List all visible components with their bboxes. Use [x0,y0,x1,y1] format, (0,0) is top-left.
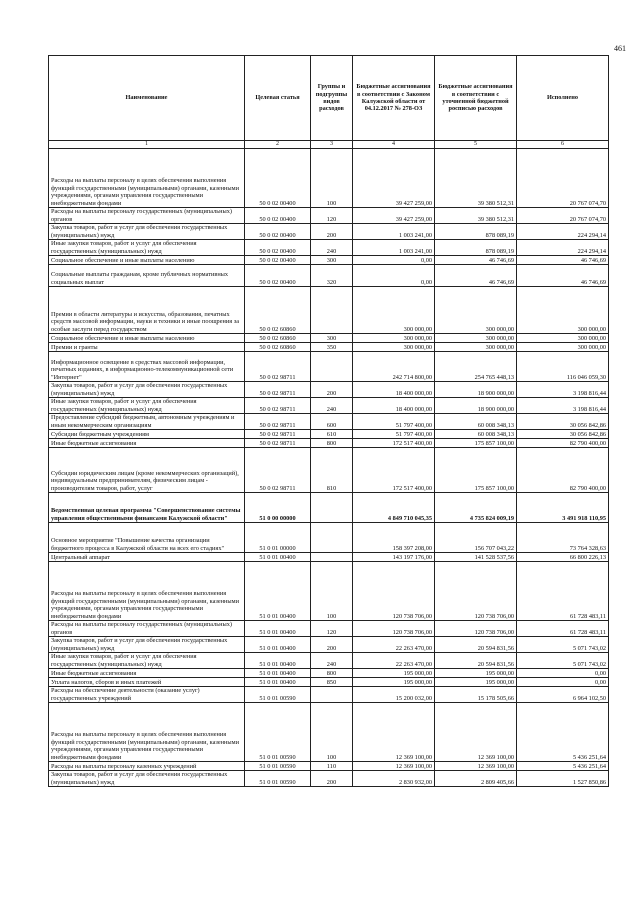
table-row [49,256,609,265]
row-executed: 224 294,14 [517,224,609,240]
row-target-article: 50 0 02 98711 [245,430,311,439]
row-law-allocation: 300 000,00 [353,343,435,352]
row-law-allocation: 4 849 710 045,35 [353,493,435,523]
row-law-allocation: 51 797 400,00 [353,414,435,430]
row-refined-allocation: 878 089,19 [435,224,517,240]
row-refined-allocation: 20 594 831,56 [435,653,517,669]
table-row [49,208,609,224]
row-refined-allocation: 156 707 043,22 [435,523,517,553]
row-name: Социальные выплаты гражданам, кроме публичных нормативных социальных выплат [49,265,245,287]
row-name: Предоставление субсидий бюджетным, автономным учреждениям и иным некоммерческим организациям [49,414,245,430]
row-law-allocation: 1 003 241,00 [353,224,435,240]
row-expense-group: 240 [311,653,353,669]
header-expense-group: Группы и подгруппы видов расходов [311,56,353,141]
row-name: Иные бюджетные ассигнования [49,669,245,678]
row-law-allocation: 22 263 470,00 [353,653,435,669]
row-name: Уплата налогов, сборов и иных платежей [49,678,245,687]
row-target-article: 51 0 01 00590 [245,687,311,703]
row-expense-group [311,352,353,382]
row-law-allocation: 1 003 241,00 [353,240,435,256]
row-expense-group: 600 [311,414,353,430]
row-target-article: 50 0 02 00400 [245,265,311,287]
table-row [49,771,609,787]
row-expense-group: 100 [311,703,353,762]
row-executed: 61 728 483,11 [517,621,609,637]
row-target-article: 51 0 01 00400 [245,653,311,669]
row-target-article: 50 0 02 60860 [245,334,311,343]
row-executed: 5 436 251,64 [517,703,609,762]
row-name: Информационное освещение в средствах массовой информации, печатных изданиях, в информационно-телекоммуникационной сети "Интернет" [49,352,245,382]
row-executed: 300 000,00 [517,287,609,334]
table-row [49,637,609,653]
table-row [49,493,609,523]
row-refined-allocation: 46 746,69 [435,265,517,287]
table-row [49,430,609,439]
table-row [49,439,609,448]
row-target-article: 51 0 01 00400 [245,562,311,621]
row-expense-group [311,687,353,703]
row-target-article: 50 0 02 98711 [245,439,311,448]
row-expense-group: 200 [311,382,353,398]
row-name: Расходы на выплаты персоналу казенных учреждений [49,762,245,771]
row-name: Социальное обеспечение и иные выплаты населению [49,334,245,343]
row-target-article: 51 0 01 00400 [245,678,311,687]
row-executed: 3 491 918 110,95 [517,493,609,523]
header-row [49,56,609,141]
row-refined-allocation: 120 738 706,00 [435,621,517,637]
row-target-article: 51 0 01 00400 [245,669,311,678]
row-target-article: 50 0 02 00400 [245,224,311,240]
row-refined-allocation: 2 809 405,66 [435,771,517,787]
table-row [49,678,609,687]
row-expense-group: 850 [311,678,353,687]
row-expense-group [311,523,353,553]
row-law-allocation: 143 197 176,00 [353,553,435,562]
row-expense-group: 800 [311,669,353,678]
table-row [49,523,609,553]
row-target-article: 51 0 01 00590 [245,771,311,787]
row-target-article: 51 0 01 00590 [245,703,311,762]
row-executed: 116 046 059,30 [517,352,609,382]
table-row [49,224,609,240]
row-executed: 6 964 102,50 [517,687,609,703]
row-law-allocation: 15 200 032,00 [353,687,435,703]
row-target-article: 51 0 01 00400 [245,637,311,653]
row-target-article: 50 0 02 00400 [245,240,311,256]
row-executed: 61 728 483,11 [517,562,609,621]
row-law-allocation: 172 517 400,00 [353,448,435,493]
row-expense-group: 610 [311,430,353,439]
table-row [49,414,609,430]
row-name: Субсидии юридическим лицам (кроме некоммерческих организаций), индивидуальным предпринимателям, физическим лицам - производителям товаров, работ, услуг [49,448,245,493]
row-expense-group: 110 [311,762,353,771]
row-refined-allocation: 120 738 706,00 [435,562,517,621]
row-executed: 46 746,69 [517,256,609,265]
row-expense-group [311,493,353,523]
row-name: Расходы на выплаты персоналу в целях обеспечения выполнения функций государственными (муниципальными) органами, казенными учреждениями, органами управления государственными внебюджетными фондами [49,562,245,621]
row-refined-allocation: 175 857 100,00 [435,448,517,493]
table-row [49,448,609,493]
row-target-article: 50 0 02 60860 [245,343,311,352]
row-law-allocation: 39 427 259,00 [353,149,435,208]
table-body [49,149,609,787]
table-row [49,762,609,771]
row-name: Иные закупки товаров, работ и услуг для обеспечения государственных (муниципальных) нужд [49,398,245,414]
column-number: 4 [353,141,435,149]
row-executed: 3 198 816,44 [517,382,609,398]
row-refined-allocation: 12 369 100,00 [435,703,517,762]
row-refined-allocation: 60 008 348,13 [435,414,517,430]
table-row [49,562,609,621]
row-target-article: 50 0 02 98711 [245,414,311,430]
row-refined-allocation: 300 000,00 [435,334,517,343]
row-law-allocation: 2 830 932,00 [353,771,435,787]
row-refined-allocation: 60 008 348,13 [435,430,517,439]
row-expense-group: 300 [311,334,353,343]
row-law-allocation: 300 000,00 [353,287,435,334]
table-row [49,149,609,208]
row-executed: 20 767 074,70 [517,208,609,224]
row-expense-group: 240 [311,240,353,256]
row-name: Социальное обеспечение и иные выплаты населению [49,256,245,265]
row-refined-allocation: 12 369 100,00 [435,762,517,771]
row-refined-allocation: 18 900 000,00 [435,398,517,414]
row-executed: 5 071 743,02 [517,637,609,653]
row-target-article: 50 0 02 98711 [245,448,311,493]
header-name: Наименование [49,56,245,141]
row-law-allocation: 0,00 [353,265,435,287]
row-executed: 5 436 251,64 [517,762,609,771]
row-executed: 20 767 074,70 [517,149,609,208]
row-refined-allocation: 39 380 512,31 [435,149,517,208]
row-executed: 73 764 328,63 [517,523,609,553]
row-name: Расходы на выплаты персоналу государственных (муниципальных) органов [49,208,245,224]
column-number: 1 [49,141,245,149]
row-target-article: 50 0 02 00400 [245,208,311,224]
row-refined-allocation: 141 528 537,56 [435,553,517,562]
budget-table [48,55,609,787]
column-number: 6 [517,141,609,149]
row-expense-group: 320 [311,265,353,287]
table-row [49,265,609,287]
row-expense-group: 800 [311,439,353,448]
table-row [49,343,609,352]
row-refined-allocation: 195 000,00 [435,669,517,678]
row-expense-group [311,553,353,562]
row-law-allocation: 18 400 000,00 [353,382,435,398]
table-row [49,334,609,343]
column-number: 2 [245,141,311,149]
row-law-allocation: 158 397 208,00 [353,523,435,553]
row-law-allocation: 120 738 706,00 [353,562,435,621]
row-name: Расходы на выплаты персоналу в целях обеспечения выполнения функций государственными (муниципальными) органами, казенными учреждениями, органами управления государственными внебюджетными фондами [49,149,245,208]
row-executed: 30 056 842,86 [517,430,609,439]
row-name: Расходы на обеспечение деятельности (оказание услуг) государственных учреждений [49,687,245,703]
row-law-allocation: 12 369 100,00 [353,762,435,771]
table-row [49,382,609,398]
row-refined-allocation: 254 765 448,13 [435,352,517,382]
row-executed: 46 746,69 [517,265,609,287]
row-refined-allocation: 300 000,00 [435,343,517,352]
row-executed: 1 527 850,86 [517,771,609,787]
table-row [49,240,609,256]
row-executed: 0,00 [517,669,609,678]
row-expense-group: 810 [311,448,353,493]
row-law-allocation: 195 000,00 [353,678,435,687]
column-number: 5 [435,141,517,149]
row-law-allocation: 18 400 000,00 [353,398,435,414]
row-law-allocation: 242 714 800,00 [353,352,435,382]
row-target-article: 51 0 00 00000 [245,493,311,523]
row-name: Премии в области литературы и искусства, образования, печатных средств массовой информации, науки и техники и иные поощрения за особые заслуги перед государством [49,287,245,334]
header-executed: Исполнено [517,56,609,141]
row-expense-group: 200 [311,224,353,240]
table-row [49,703,609,762]
row-law-allocation: 195 000,00 [353,669,435,678]
row-expense-group [311,287,353,334]
column-number: 3 [311,141,353,149]
row-law-allocation: 0,00 [353,256,435,265]
row-law-allocation: 22 263 470,00 [353,637,435,653]
row-refined-allocation: 175 857 100,00 [435,439,517,448]
row-expense-group: 120 [311,208,353,224]
row-target-article: 50 0 02 98711 [245,352,311,382]
table-row [49,687,609,703]
row-executed: 82 790 400,00 [517,448,609,493]
row-law-allocation: 300 000,00 [353,334,435,343]
row-target-article: 50 0 02 00400 [245,149,311,208]
row-executed: 82 790 400,00 [517,439,609,448]
row-executed: 224 294,14 [517,240,609,256]
table-row [49,669,609,678]
row-law-allocation: 12 369 100,00 [353,703,435,762]
row-name: Центральный аппарат [49,553,245,562]
row-law-allocation: 172 517 400,00 [353,439,435,448]
row-expense-group: 200 [311,637,353,653]
row-expense-group: 100 [311,149,353,208]
row-target-article: 51 0 01 00000 [245,523,311,553]
row-name: Иные закупки товаров, работ и услуг для обеспечения государственных (муниципальных) нужд [49,240,245,256]
table-row [49,553,609,562]
row-executed: 3 198 816,44 [517,398,609,414]
header-target-article: Целевая статья [245,56,311,141]
row-target-article: 50 0 02 60860 [245,287,311,334]
row-executed: 0,00 [517,678,609,687]
row-refined-allocation: 20 594 831,56 [435,637,517,653]
row-refined-allocation: 300 000,00 [435,287,517,334]
row-expense-group: 200 [311,771,353,787]
row-target-article: 50 0 02 98711 [245,398,311,414]
row-refined-allocation: 18 900 000,00 [435,382,517,398]
row-name: Расходы на выплаты персоналу государственных (муниципальных) органов [49,621,245,637]
row-name: Закупка товаров, работ и услуг для обеспечения государственных (муниципальных) нужд [49,382,245,398]
row-expense-group: 300 [311,256,353,265]
row-name: Ведомственная целевая программа "Совершенствование системы управления общественными финансами Калужской области" [49,493,245,523]
row-refined-allocation: 4 735 824 009,19 [435,493,517,523]
row-target-article: 50 0 02 98711 [245,382,311,398]
row-name: Закупка товаров, работ и услуг для обеспечения государственных (муниципальных) нужд [49,771,245,787]
row-law-allocation: 51 797 400,00 [353,430,435,439]
row-name: Закупка товаров, работ и услуг для обеспечения государственных (муниципальных) нужд [49,637,245,653]
row-target-article: 50 0 02 00400 [245,256,311,265]
row-refined-allocation: 15 178 505,66 [435,687,517,703]
row-expense-group: 120 [311,621,353,637]
row-target-article: 51 0 01 00590 [245,762,311,771]
row-name: Иные бюджетные ассигнования [49,439,245,448]
row-name: Премии и гранты [49,343,245,352]
row-name: Закупка товаров, работ и услуг для обеспечения государственных (муниципальных) нужд [49,224,245,240]
row-executed: 300 000,00 [517,334,609,343]
row-target-article: 51 0 01 00400 [245,553,311,562]
table-row [49,653,609,669]
page-number: 461 [614,44,626,53]
row-refined-allocation: 195 000,00 [435,678,517,687]
row-expense-group: 240 [311,398,353,414]
row-law-allocation: 39 427 259,00 [353,208,435,224]
table-row [49,398,609,414]
row-executed: 300 000,00 [517,343,609,352]
table-row [49,352,609,382]
row-refined-allocation: 46 746,69 [435,256,517,265]
row-name: Субсидии бюджетным учреждениям [49,430,245,439]
row-expense-group: 100 [311,562,353,621]
row-name: Основное мероприятие "Повышение качества организации бюджетного процесса в Калужской области на всех его стадиях" [49,523,245,553]
column-number-row [49,141,609,149]
row-target-article: 51 0 01 00400 [245,621,311,637]
row-executed: 5 071 743,02 [517,653,609,669]
row-name: Расходы на выплаты персоналу в целях обеспечения выполнения функций государственными (муниципальными) органами, казенными учреждениями, органами управления государственными внебюджетными фондами [49,703,245,762]
row-executed: 66 800 226,13 [517,553,609,562]
header-refined-allocations: Бюджетные ассигнования в соответствии с уточненной бюджетной росписью расходов [435,56,517,141]
table-row [49,621,609,637]
row-refined-allocation: 39 380 512,31 [435,208,517,224]
header-law-allocations: Бюджетные ассигнования в соответствии с Законом Калужской области от 04.12.2017 № 278-ОЗ [353,56,435,141]
row-law-allocation: 120 738 706,00 [353,621,435,637]
table-row [49,287,609,334]
row-executed: 30 056 842,86 [517,414,609,430]
row-refined-allocation: 878 089,19 [435,240,517,256]
row-name: Иные закупки товаров, работ и услуг для обеспечения государственных (муниципальных) нужд [49,653,245,669]
row-expense-group: 350 [311,343,353,352]
